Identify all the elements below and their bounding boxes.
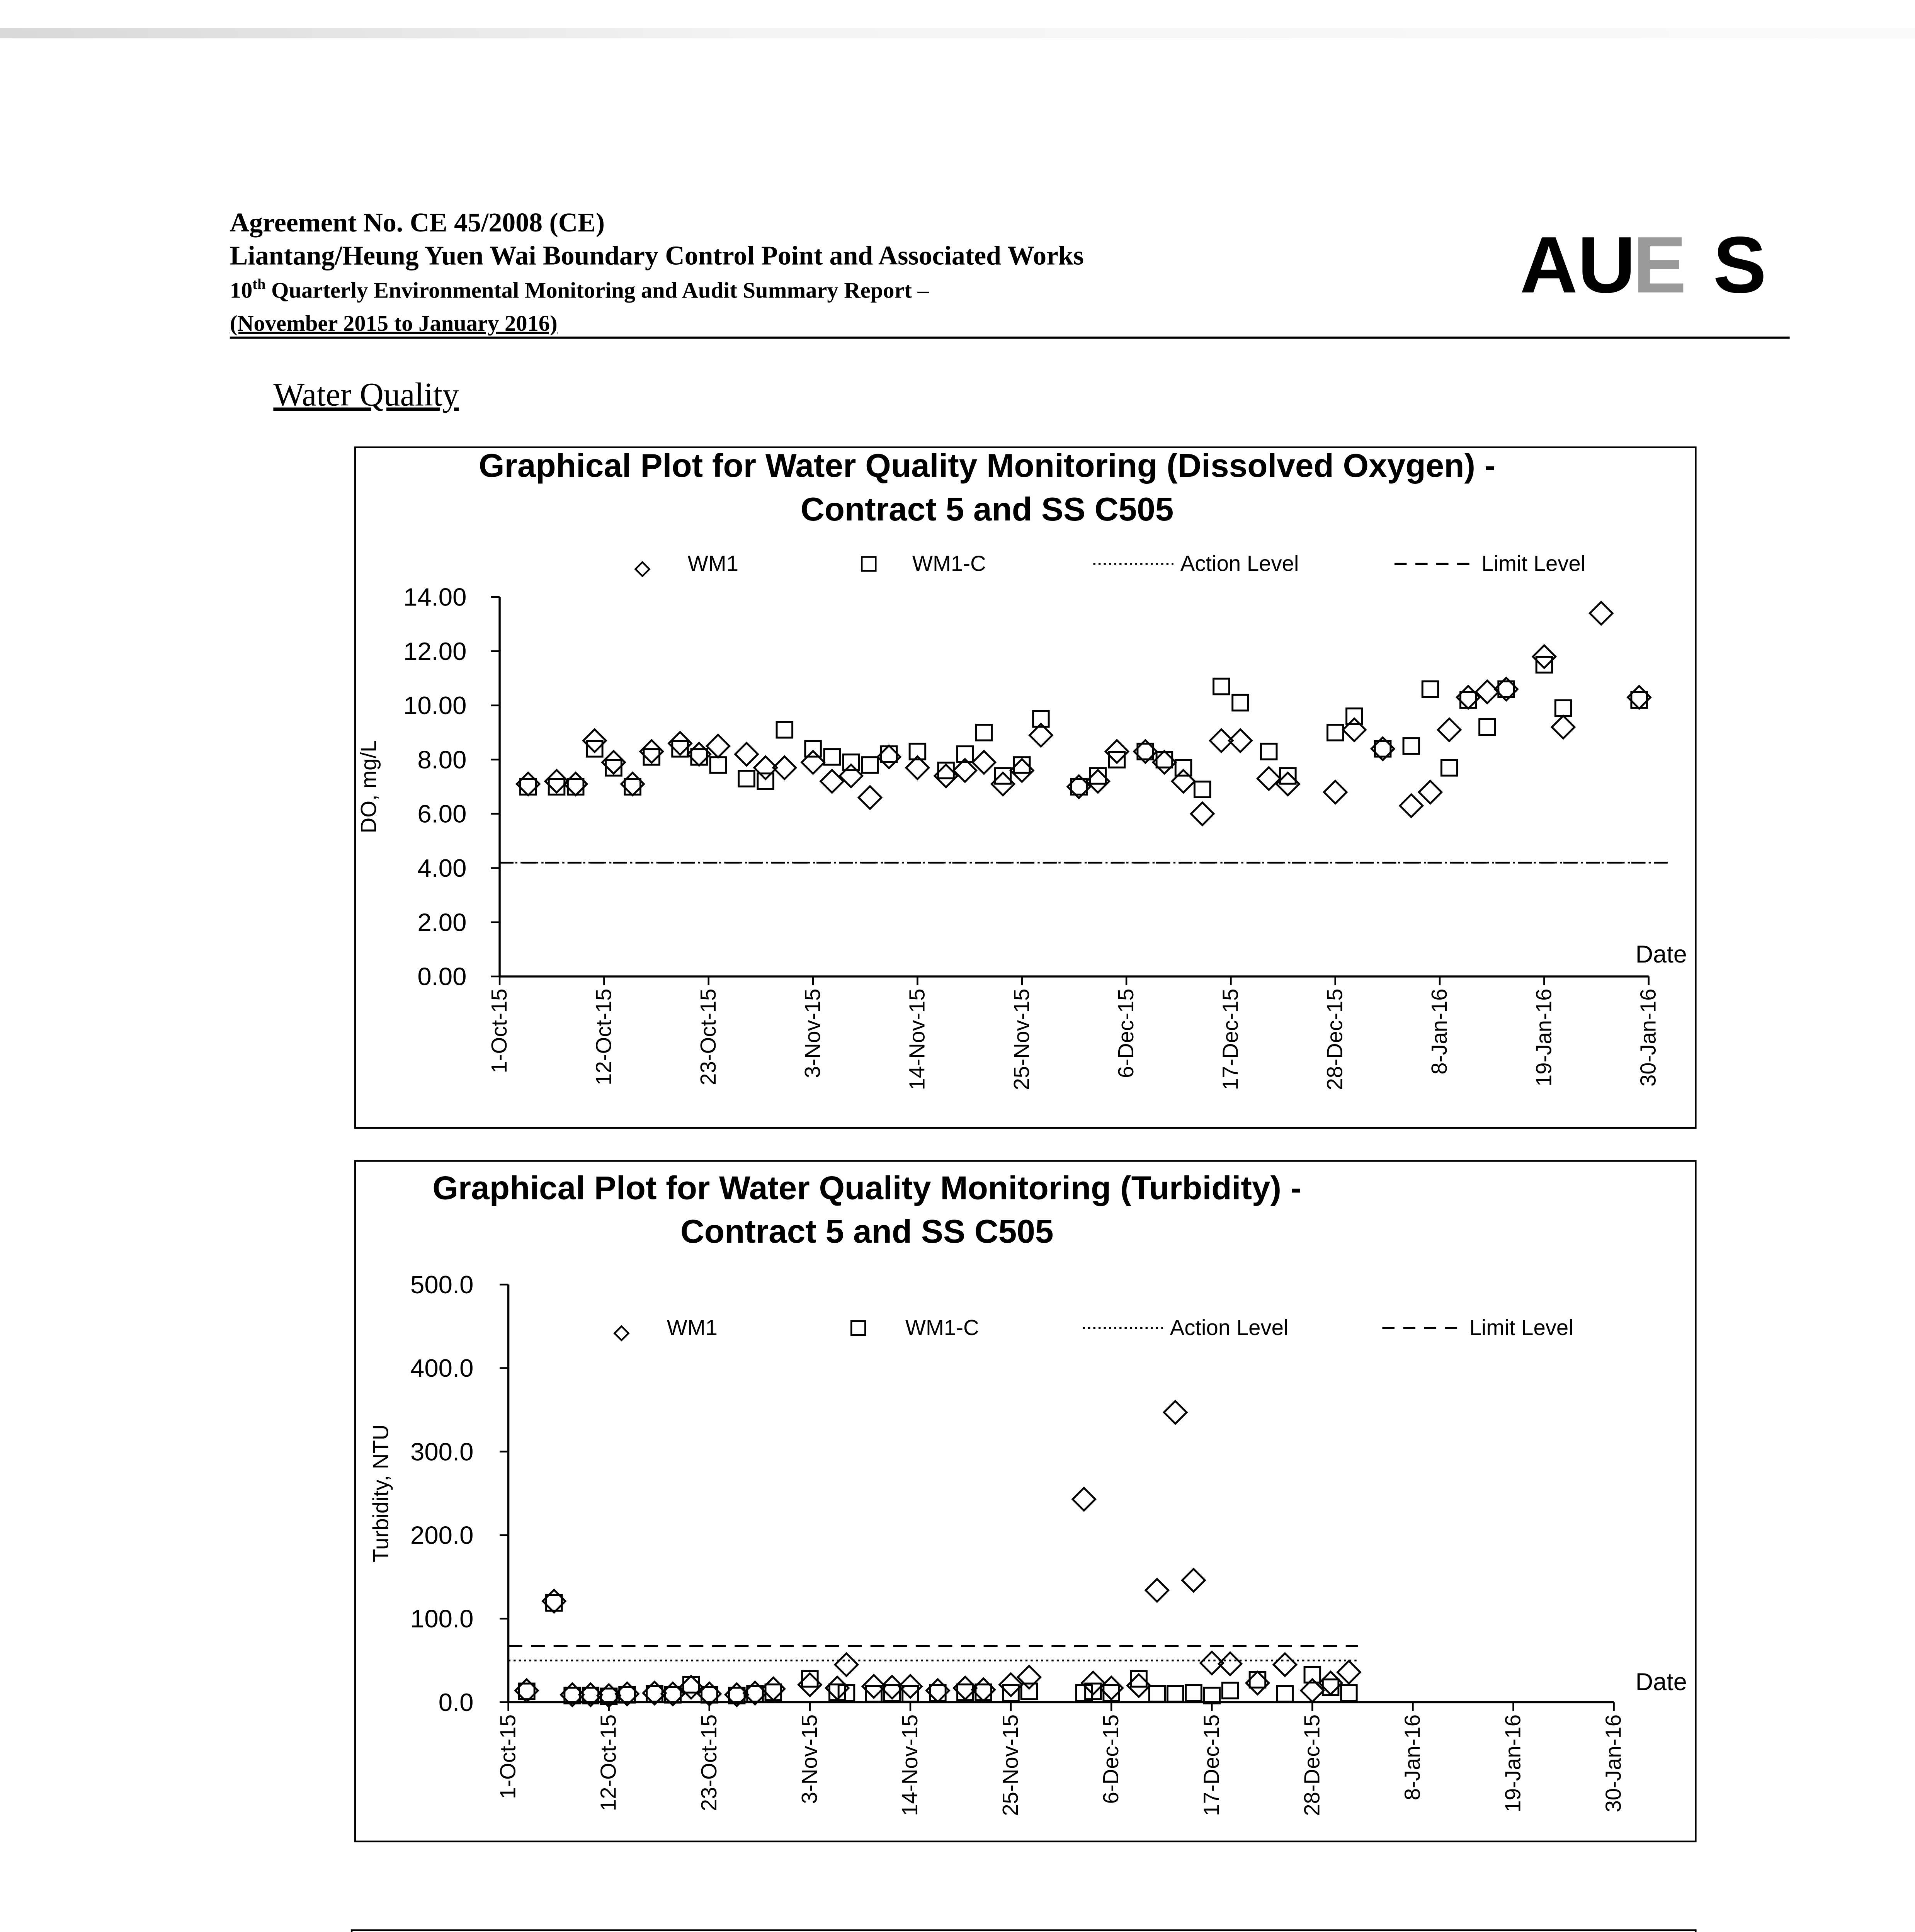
x-tick-label: 8-Jan-16 (1400, 1714, 1425, 1801)
y-tick-label: 6.00 (417, 799, 467, 828)
data-point-wm1-c (881, 747, 897, 762)
data-point-wm1-c (976, 1684, 992, 1700)
chart-title: Graphical Plot for Water Quality Monitoring (Turbidity) - (432, 1170, 1302, 1207)
x-tick-label: 23-Oct-15 (696, 988, 720, 1085)
data-point-wm1-c (1003, 1685, 1019, 1701)
legend-label: Limit Level (1481, 551, 1586, 576)
chart-title: Contract 5 and SS C505 (800, 491, 1174, 528)
series-wm1-c (519, 1595, 1357, 1704)
data-point-wm1 (1338, 1661, 1361, 1684)
x-tick-label: 1-Oct-15 (487, 988, 512, 1073)
data-point-wm1-c (710, 757, 726, 773)
x-tick-label: 19-Jan-16 (1500, 1714, 1525, 1813)
legend-label: Action Level (1170, 1315, 1289, 1340)
x-tick-label: 1-Oct-15 (495, 1714, 520, 1799)
data-point-wm1-c (1327, 724, 1343, 740)
chart-turbidity (369, 1170, 1687, 1816)
data-point-wm1-c (1149, 1686, 1165, 1702)
legend-label: WM1 (667, 1315, 718, 1340)
y-tick-label: 500.0 (410, 1270, 474, 1299)
y-tick-label: 4.00 (417, 854, 467, 882)
x-tick-label: 3-Nov-15 (800, 988, 825, 1078)
report-header (230, 208, 1790, 338)
data-point-wm1-c (1109, 752, 1125, 768)
data-point-wm1-c (862, 757, 878, 773)
x-axis-label: Date (1635, 940, 1687, 968)
data-point-wm1-c (691, 749, 707, 765)
data-point-wm1 (1257, 767, 1280, 790)
data-point-wm1 (1419, 781, 1442, 804)
header-line-4: (November 2015 to January 2016) (230, 310, 558, 336)
x-tick-label: 3-Nov-15 (797, 1714, 821, 1804)
data-point-wm1 (859, 786, 881, 809)
x-tick-label: 12-Oct-15 (596, 1714, 621, 1811)
data-point-wm1-c (1403, 738, 1419, 754)
data-point-wm1-c (1194, 782, 1210, 798)
legend-label: Action Level (1180, 551, 1299, 576)
legend-label: WM1-C (905, 1315, 979, 1340)
header-line-1: Agreement No. CE 45/2008 (CE) (230, 208, 605, 238)
data-point-wm1-c (1461, 692, 1476, 708)
data-point-wm1-c (930, 1685, 946, 1701)
y-tick-label: 100.0 (410, 1604, 474, 1633)
chart-title: Contract 5 and SS C505 (680, 1213, 1054, 1250)
x-axis-label: Date (1635, 1668, 1687, 1696)
data-point-wm1 (1324, 781, 1347, 804)
data-point-wm1-c (1250, 1672, 1265, 1688)
data-point-wm1-c (830, 1684, 845, 1700)
data-point-wm1-c (587, 741, 603, 757)
scan-noise-top (0, 28, 1915, 38)
x-tick-label: 17-Dec-15 (1199, 1714, 1224, 1816)
data-point-wm1 (1590, 602, 1613, 625)
series-wm1 (517, 602, 1651, 825)
data-point-wm1-c (958, 1684, 973, 1700)
data-point-wm1-c (1323, 1679, 1338, 1695)
x-tick-label: 17-Dec-15 (1218, 988, 1243, 1090)
data-point-wm1-c (866, 1686, 882, 1702)
data-point-wm1 (1191, 803, 1214, 825)
legend-diamond-marker (614, 1326, 628, 1340)
legend-label: WM1 (687, 551, 739, 576)
x-tick-label: 14-Nov-15 (897, 1714, 922, 1816)
x-tick-label: 28-Dec-15 (1299, 1714, 1324, 1816)
series-wm1-c (520, 657, 1647, 797)
data-point-wm1 (735, 743, 758, 766)
x-tick-label: 19-Jan-16 (1531, 988, 1556, 1087)
y-tick-label: 200.0 (410, 1521, 474, 1549)
data-point-wm1-c (1277, 1686, 1293, 1702)
data-point-wm1-c (1422, 681, 1438, 697)
data-point-wm1 (821, 770, 844, 793)
chart-frame-turbidity (355, 1161, 1696, 1842)
data-point-wm1 (1073, 1488, 1095, 1511)
x-tick-label: 28-Dec-15 (1322, 988, 1347, 1090)
chart-legend (636, 551, 1586, 576)
chart-dissolved-oxygen (356, 447, 1687, 1090)
data-point-wm1-c (1631, 692, 1647, 708)
x-tick-label: 30-Jan-16 (1601, 1714, 1626, 1813)
data-point-wm1 (1182, 1569, 1205, 1592)
company-logo (1520, 220, 1766, 310)
data-point-wm1-c (1167, 1686, 1183, 1702)
x-tick-label: 12-Oct-15 (591, 988, 616, 1085)
x-tick-label: 25-Nov-15 (998, 1714, 1023, 1816)
data-point-wm1-c (520, 779, 536, 795)
y-tick-label: 0.00 (417, 962, 467, 991)
header-line-3: 10th Quarterly Environmental Monitoring and Audit Summary Report – (230, 276, 929, 303)
data-point-wm1 (1552, 716, 1575, 738)
data-point-wm1 (1438, 718, 1461, 741)
x-tick-label: 8-Jan-16 (1427, 988, 1452, 1075)
data-point-wm1-c (1204, 1688, 1220, 1704)
data-point-wm1-c (1214, 679, 1230, 694)
chart-legend (614, 1315, 1573, 1340)
data-point-wm1-c (843, 755, 859, 770)
svg-text:AU: AU (1520, 219, 1636, 310)
legend-square-marker (862, 557, 876, 571)
x-tick-label: 14-Nov-15 (905, 988, 929, 1090)
data-point-wm1-c (1175, 760, 1191, 776)
data-point-wm1-c (1021, 1684, 1037, 1699)
data-point-wm1-c (1536, 657, 1552, 673)
x-tick-label: 23-Oct-15 (696, 1714, 721, 1811)
x-tick-label: 30-Jan-16 (1636, 988, 1660, 1087)
data-point-wm1 (1400, 794, 1423, 817)
header-line-2: Liantang/Heung Yuen Wai Boundary Control Point and Associated Works (230, 241, 1084, 271)
x-tick-label: 6-Dec-15 (1114, 988, 1138, 1078)
x-tick-label: 25-Nov-15 (1009, 988, 1034, 1090)
data-point-wm1-c (903, 1686, 918, 1702)
data-point-wm1-c (838, 1685, 854, 1701)
y-axis-label: DO, mg/L (356, 740, 381, 833)
data-point-wm1-c (1555, 700, 1571, 716)
y-tick-label: 10.00 (403, 691, 467, 720)
data-point-wm1-c (1347, 708, 1362, 724)
svg-text:S: S (1713, 219, 1767, 310)
data-point-wm1-c (1261, 744, 1277, 760)
data-point-wm1-c (1280, 768, 1296, 784)
data-point-wm1 (1476, 680, 1499, 703)
data-point-wm1 (835, 1653, 858, 1676)
data-point-wm1-c (995, 768, 1011, 784)
data-point-wm1-c (976, 724, 992, 740)
data-point-wm1-c (683, 1677, 699, 1693)
y-tick-label: 2.00 (417, 908, 467, 937)
y-tick-label: 400.0 (410, 1354, 474, 1383)
data-point-wm1-c (1186, 1685, 1202, 1701)
y-tick-label: 0.0 (438, 1688, 474, 1716)
legend-label: WM1-C (912, 551, 986, 576)
data-point-wm1-c (625, 779, 641, 795)
data-point-wm1-c (758, 774, 774, 789)
data-point-wm1-c (1233, 695, 1248, 711)
data-point-wm1-c (824, 749, 840, 765)
data-point-wm1-c (1480, 719, 1495, 735)
data-point-wm1-c (1441, 760, 1457, 776)
legend-square-marker (851, 1321, 865, 1335)
legend-diamond-marker (636, 562, 650, 576)
y-tick-label: 12.00 (403, 637, 467, 665)
data-point-wm1-c (1341, 1685, 1357, 1701)
data-point-wm1-c (1156, 752, 1172, 768)
data-point-wm1-c (765, 1684, 781, 1700)
data-point-wm1 (1146, 1579, 1168, 1602)
data-point-wm1-c (568, 779, 583, 795)
data-point-wm1-c (777, 722, 793, 738)
y-axis-label: Turbidity, NTU (368, 1424, 393, 1563)
svg-text:E: E (1633, 219, 1687, 310)
y-tick-label: 8.00 (417, 745, 467, 774)
y-tick-label: 14.00 (403, 583, 467, 611)
data-point-wm1-c (739, 771, 755, 787)
data-point-wm1 (1274, 1653, 1296, 1676)
chart-frame-ss (352, 1930, 1696, 1932)
legend-label: Limit Level (1469, 1315, 1573, 1340)
data-point-wm1-c (805, 741, 821, 757)
data-point-wm1 (1164, 1401, 1187, 1424)
data-point-wm1-c (1222, 1683, 1238, 1699)
x-tick-label: 6-Dec-15 (1099, 1714, 1123, 1804)
y-tick-label: 300.0 (410, 1437, 474, 1466)
chart-title: Graphical Plot for Water Quality Monitoring (Dissolved Oxygen) - (478, 447, 1496, 485)
section-heading: Water Quality (273, 376, 459, 413)
